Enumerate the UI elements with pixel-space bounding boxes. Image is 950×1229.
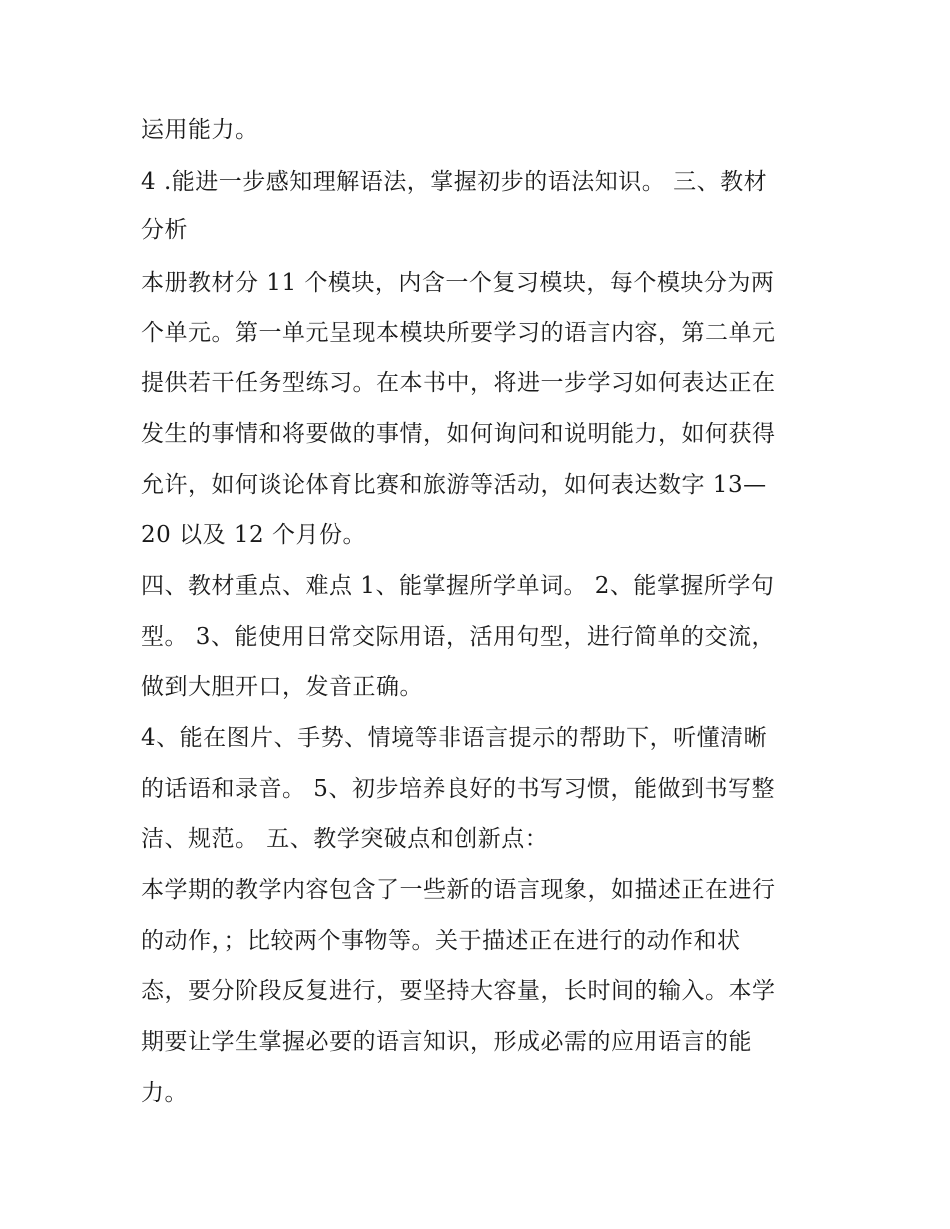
text-line: 允许，如何谈论体育比赛和旅游等活动，如何表达数字 13— [141, 472, 767, 498]
text-line: 态，要分阶段反复进行，要坚持大容量，长时间的输入。本学 [141, 978, 776, 1004]
text-line: 做到大胆开口，发音正确。 [141, 674, 423, 700]
text-line: 4 .能进一步感知理解语法，掌握初步的语法知识。 三、教材 [141, 169, 768, 195]
text-line: 洁、规范。 五、教学突破点和创新点： [141, 826, 549, 852]
text-line: 运用能力。 [141, 117, 259, 143]
text-line: 4、能在图片、手势、情境等非语言提示的帮助下，听懂清晰 [141, 725, 768, 751]
text-line: 20 以及 12 个月份。 [141, 522, 366, 548]
text-line: 分析 [141, 217, 188, 243]
text-line: 力。 [141, 1080, 188, 1106]
text-line: 的动作，；比较两个事物等。关于描述正在进行的动作和状 [141, 928, 741, 954]
text-line: 期要让学生掌握必要的语言知识，形成必需的应用语言的能 [141, 1029, 752, 1055]
text-line: 本学期的教学内容包含了一些新的语言现象，如描述正在进行 [141, 877, 776, 903]
text-line: 本册教材分 11 个模块，内含一个复习模块，每个模块分为两 [141, 270, 775, 296]
text-line: 个单元。第一单元呈现本模块所要学习的语言内容，第二单元 [141, 320, 776, 346]
text-line: 四、教材重点、难点 1、能掌握所学单词。 2、能掌握所学句 [141, 573, 775, 599]
text-line: 型。 3、能使用日常交际用语，活用句型，进行简单的交流， [141, 624, 775, 650]
text-line: 的话语和录音。 5、初步培养良好的书写习惯，能做到书写整 [141, 776, 775, 802]
text-line: 提供若干任务型练习。在本书中，将进一步学习如何表达正在 [141, 370, 776, 396]
text-line: 发生的事情和将要做的事情，如何询问和说明能力，如何获得 [141, 421, 776, 447]
